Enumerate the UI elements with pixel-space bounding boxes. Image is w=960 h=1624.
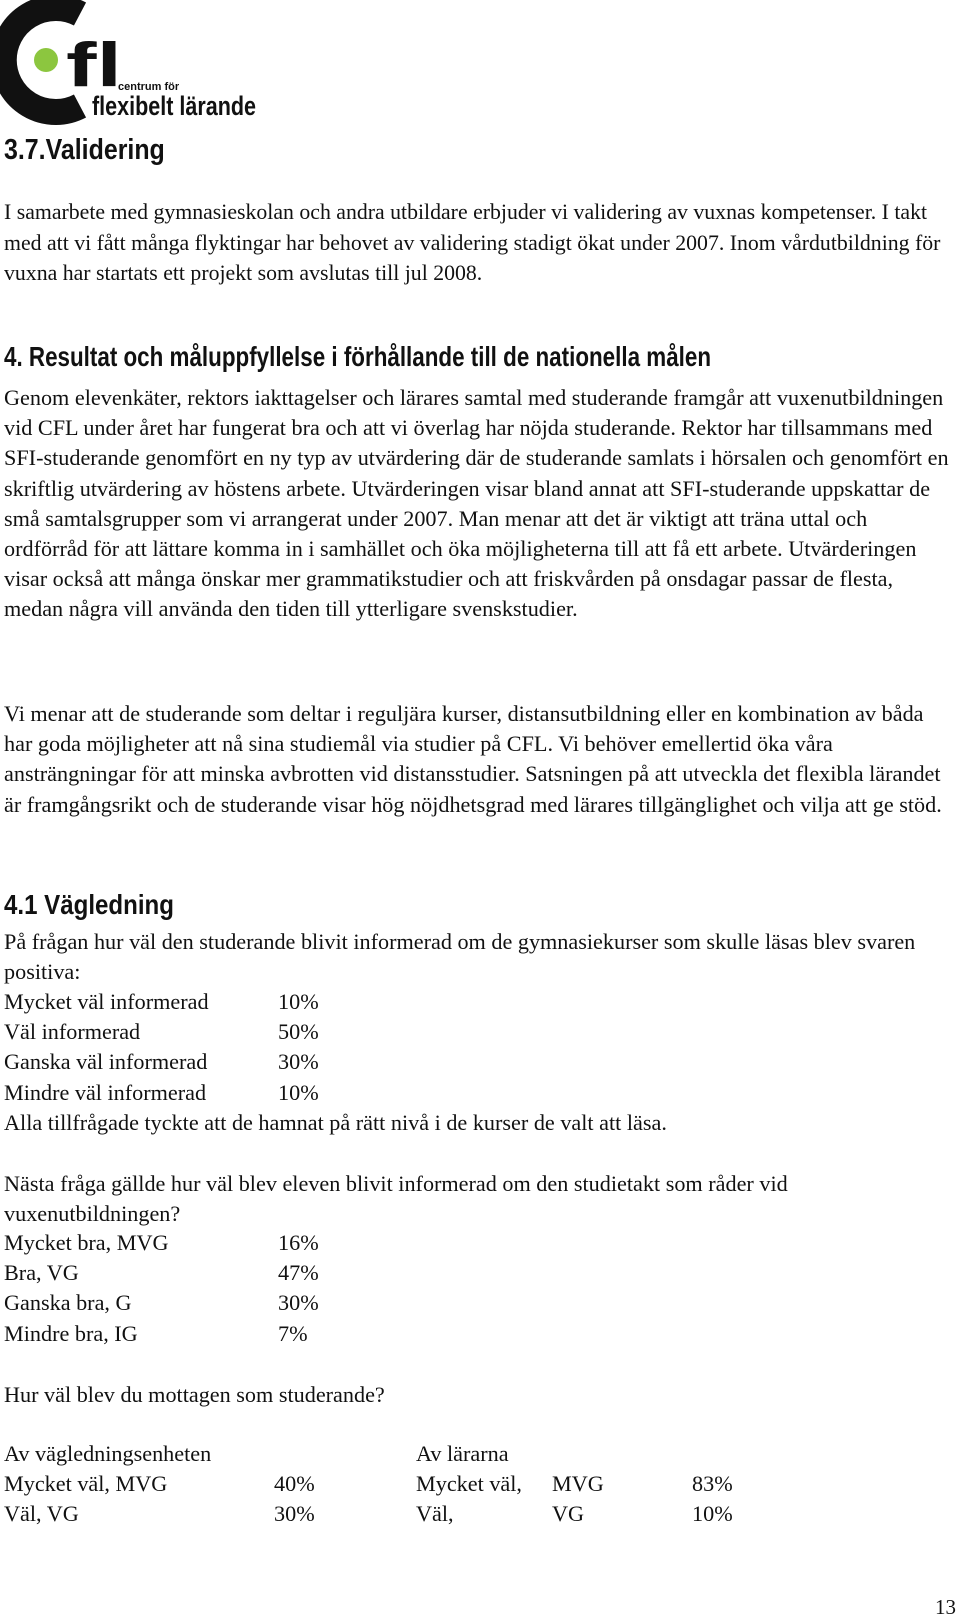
result-value: 10% bbox=[278, 989, 319, 1014]
result-value: 10% bbox=[278, 1079, 319, 1105]
result-label: Mycket väl informerad bbox=[4, 989, 209, 1014]
q2-intro: Nästa fråga gällde hur väl blev eleven blivit informerad om den studietakt som råder vid vuxenutbildningen? bbox=[4, 1171, 788, 1227]
q3-question: Hur väl blev du mottagen som studerande? bbox=[4, 1382, 385, 1407]
result-value: 50% bbox=[278, 1019, 319, 1045]
list-item bbox=[4, 1017, 667, 1047]
section-37-title: 3.7.Validering bbox=[4, 134, 165, 166]
logo-small-text: centrum för bbox=[118, 81, 180, 93]
result-value: 40% bbox=[274, 1471, 315, 1497]
result-label: Mindre väl informerad bbox=[4, 1079, 207, 1105]
result-label: Ganska väl informerad bbox=[4, 1049, 208, 1075]
result-grade: MVG bbox=[552, 1471, 604, 1497]
result-value: 83% bbox=[692, 1471, 733, 1497]
section-37-body: I samarbete med gymnasieskolan och andra utbildare erbjuder vi validering av vuxnas kompetenser. I takt med att vi fått många flyktingar har behovet av validering stadigt ökat under 2007. Inom vårdutbildning för vuxna har startats ett projekt som avslutas till jul 2008. bbox=[4, 200, 941, 285]
section-4-paragraph-1: Genom elevenkäter, rektors iakttagelser och lärares samtal med studerande framgår att vuxenutbildningen vid CFL under året har fungerat bra och att vi överlag har nöjda studerande. Rektor har tillsammans med SFI-studerande genomfört en ny typ av utvärdering där de studerande samlats i hörsalen och genomfört en skriftlig utvärdering av höstens arbete. Utvärderingen visar bland annat att SFI-studerande uppskattar de små samtalsgrupper som vi arrangerat under 2007. Man menar att det är viktigt att träna uttal och ordförråd för att lättare komma in i samhället och öka möjligheterna till att få ett arbete. Utvärderingen visar också att många önskar mer grammatikstudier och att friskvården på onsdagar passar de flesta, medan några vill använda den tiden till ytterligare svenskstudier. bbox=[4, 385, 949, 622]
result-value: 47% bbox=[278, 1260, 319, 1286]
result-value: 10% bbox=[692, 1501, 733, 1527]
logo-letters: fl bbox=[66, 31, 122, 100]
list-item bbox=[4, 1078, 667, 1108]
result-label: Ganska bra, G bbox=[4, 1290, 132, 1316]
result-label: Väl, bbox=[416, 1501, 454, 1527]
result-value: 30% bbox=[278, 1290, 319, 1316]
list-item bbox=[4, 1469, 315, 1499]
section-4-title: 4. Resultat och måluppfyllelse i förhållande till de nationella målen bbox=[4, 341, 712, 372]
q3-left-column bbox=[4, 1439, 315, 1530]
list-item bbox=[4, 1047, 667, 1077]
result-label: Mycket väl, bbox=[416, 1471, 522, 1497]
q3-right-column bbox=[416, 1439, 733, 1530]
section-4-paragraph-2: Vi menar att de studerande som deltar i reguljära kurser, distansutbildning eller en kombination av båda har goda möjligheter att nå sina studiemål via studier på CFL. Vi behöver emellertid öka våra ansträngningar för att minska avbrotten vid distansstudier. Satsningen på att utveckla det flexibla lärandet är framgångsrikt och de studerande visar hög nöjdhetsgrad med lärares tillgänglighet och vilja att ge stöd. bbox=[4, 701, 942, 817]
result-label: Mindre bra, IG bbox=[4, 1320, 138, 1346]
page-number: 13 bbox=[935, 1595, 956, 1619]
q1-conclusion: Alla tillfrågade tyckte att de hamnat på rätt nivå i de kurser de valt att läsa. bbox=[4, 1109, 667, 1135]
result-label: Mycket väl, MVG bbox=[4, 1471, 168, 1497]
result-label: Mycket bra, MVG bbox=[4, 1230, 169, 1255]
section-41-title: 4.1 Vägledning bbox=[4, 889, 174, 920]
logo-large-text: flexibelt lärande bbox=[92, 91, 256, 121]
list-item bbox=[4, 987, 667, 1017]
q1-block bbox=[4, 927, 954, 987]
cfl-logo bbox=[0, 0, 270, 122]
list-item bbox=[416, 1469, 733, 1499]
result-label: Väl informerad bbox=[4, 1019, 141, 1045]
result-label: Bra, VG bbox=[4, 1260, 79, 1286]
list-item bbox=[4, 1499, 315, 1529]
q1-intro: På frågan hur väl den studerande blivit informerad om de gymnasiekurser som skulle läsas blev svaren positiva: bbox=[4, 929, 916, 985]
result-grade: VG bbox=[552, 1501, 585, 1527]
result-value: 30% bbox=[274, 1501, 315, 1527]
q3-right-heading: Av lärarna bbox=[416, 1441, 509, 1466]
result-value: 30% bbox=[278, 1049, 319, 1075]
result-value: 16% bbox=[278, 1230, 319, 1255]
q3-left-heading: Av vägledningsenheten bbox=[4, 1441, 212, 1466]
logo-green-dot bbox=[34, 48, 58, 72]
q1-results-list bbox=[4, 987, 667, 1138]
list-item bbox=[416, 1499, 733, 1529]
result-value: 7% bbox=[278, 1320, 308, 1346]
result-label: Väl, VG bbox=[4, 1501, 79, 1527]
